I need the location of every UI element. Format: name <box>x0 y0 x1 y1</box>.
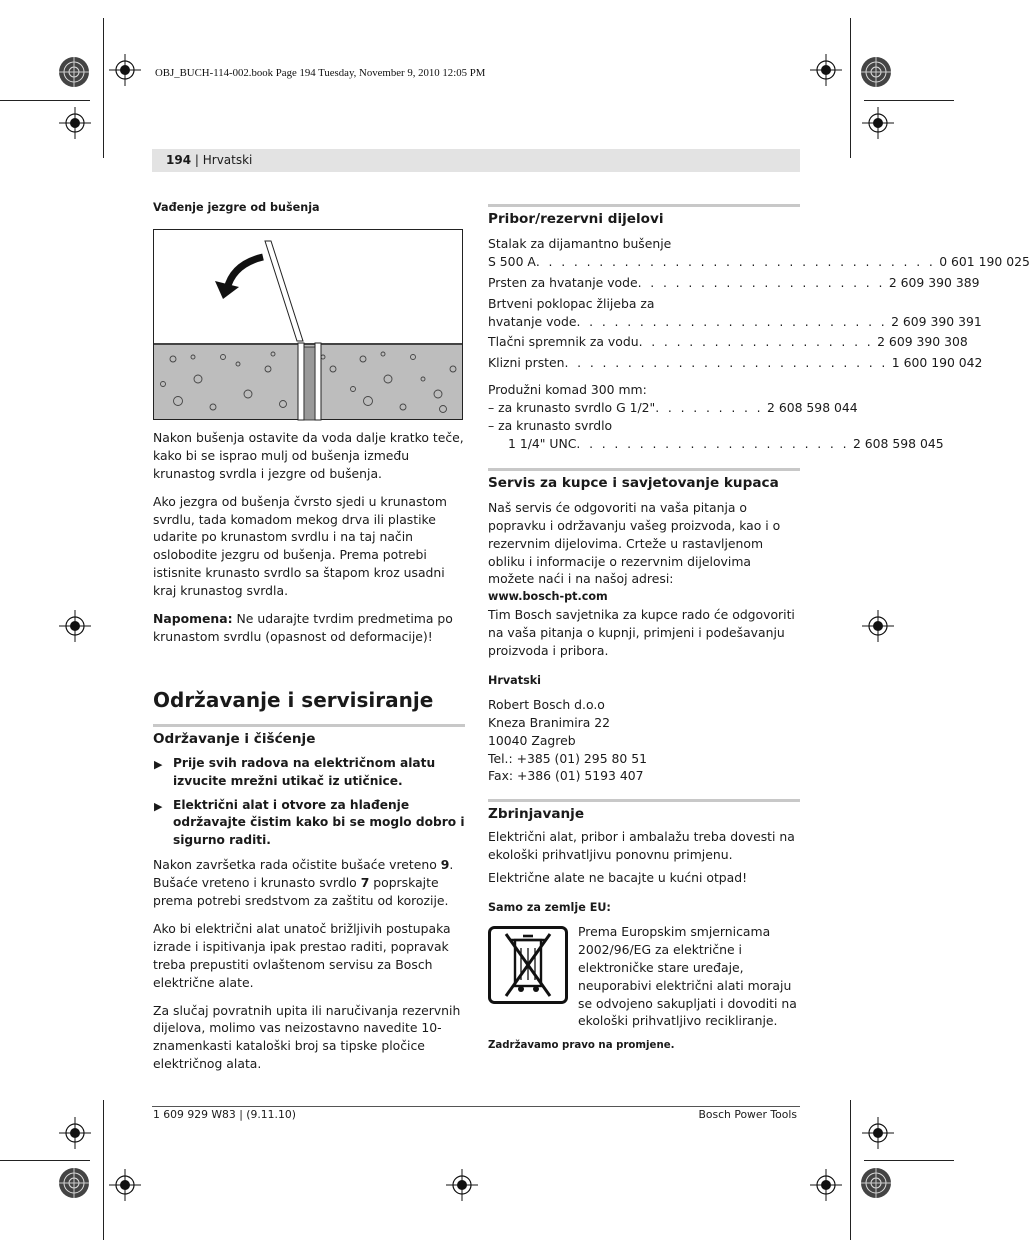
register-target-icon <box>59 107 91 139</box>
left-column <box>153 199 465 1083</box>
register-target-icon <box>446 1169 478 1201</box>
star-target-icon <box>59 1168 89 1198</box>
register-target-icon <box>862 1117 894 1149</box>
star-target-icon <box>59 57 89 87</box>
register-target-icon <box>59 1117 91 1149</box>
main-title: Održavanje i servisiranje <box>153 687 434 712</box>
figure-caption: Vađenje jezgre od bušenja <box>153 201 320 214</box>
paragraph: Nakon bušenja ostavite da voda dalje kratko teče, kako bi se isprao mulj od bušenja između krunastog svrdla i jezgre od bušenja. <box>153 429 464 481</box>
footer-left: 1 609 929 W83 | (9.11.10) <box>153 1108 296 1121</box>
register-target-icon <box>109 54 141 86</box>
reserve-note: Zadržavamo pravo na promjene. <box>488 1039 675 1051</box>
register-target-icon <box>109 1169 141 1201</box>
paragraph: Za slučaj povratnih upita ili naručivanja rezervnih dijelova, molimo vas neizostavno navedite 10-znamenkasti kataloški broj sa tipske pločice električnog alata. <box>153 1002 461 1072</box>
register-target-icon <box>59 610 91 642</box>
service-url[interactable]: www.bosch-pt.com <box>488 590 608 604</box>
disposal-title: Zbrinjavanje <box>488 799 800 824</box>
header-section: Hrvatski <box>202 153 253 167</box>
bullet-item: ▶ Prije svih radova na električnom alatu izvucite mrežni utikač iz utičnice. <box>154 755 436 788</box>
eu-text: Prema Europskim smjernicama 2002/96/EG za električne i elektroničke stare uređaje, neuporabivi električni alati moraju se odvojeno sakupljati i dovoditi na ekološki prihvatljivo recikliranje. <box>578 923 797 1029</box>
part-row: S 500 A . . . . . . . . . . . . . . . . . . . . . . . . . . . . . . . . 0 601 190 025 <box>488 253 1030 269</box>
eu-title: Samo za zemlje EU: <box>488 901 611 914</box>
part-row: – za krunasto svrdlo G 1/2" . . . . . . . . . 2 608 598 044 <box>488 400 858 416</box>
register-target-icon <box>810 1169 842 1201</box>
register-target-icon <box>810 54 842 86</box>
paragraph: Nakon završetka rada očistite bušaće vreteno 9. Bušaće vreteno i krunasto svrdlo 7 poprskajte prema potrebi sredstvom za zaštitu od korozije. <box>153 857 454 909</box>
print-mark: OBJ_BUCH-114-002.book Page 194 Tuesday, November 9, 2010 12:05 PM <box>155 67 486 79</box>
parts-title: Pribor/rezervni dijelovi <box>488 204 800 229</box>
address: Robert Bosch d.o.o Kneza Branimira 22 10040 Zagreb Tel.: +385 (01) 295 80 51 Fax: +386 (01) 5193 407 <box>488 696 647 784</box>
part-row: Tlačni spremnik za vodu . . . . . . . . . . . . . . . . . . . 2 609 390 308 <box>488 334 968 350</box>
part-row: 1 1/4" UNC . . . . . . . . . . . . . . . . . . . . . . 2 608 598 045 <box>508 435 944 451</box>
page-header: 194 | Hrvatski <box>152 149 800 172</box>
crossed-out-bin-icon <box>488 926 568 1004</box>
register-target-icon <box>862 107 894 139</box>
bullet-item: ▶ Električni alat i otvore za hlađenje održavajte čistim kako bi se moglo dobro i sigurno raditi. <box>154 797 465 848</box>
core-removal-figure <box>153 229 464 421</box>
note-label: Napomena: <box>153 611 233 627</box>
note-text: Ne udarajte tvrdim predmetima po krunastom svrdlu (opasnost od deformacije)! <box>153 611 453 644</box>
sub-title: Održavanje i čišćenje <box>153 724 465 749</box>
service-title: Servis za kupce i savjetovanje kupaca <box>488 468 800 493</box>
footer-right: Bosch Power Tools <box>698 1108 797 1121</box>
triangle-right-icon: ▶ <box>154 799 163 813</box>
register-target-icon <box>862 610 894 642</box>
paragraph: Ako bi električni alat unatoč brižljivih postupaka izrade i ispitivanja ipak prestao raditi, popravak treba prepustiti ovlaštenom servisu za Bosch električne alate. <box>153 920 451 990</box>
page-number: 194 <box>166 153 192 167</box>
paragraph: Ako jezgra od bušenja čvrsto sjedi u krunastom svrdlu, tada komadom mekog drva ili plastike udarite po krunastom svrdlu i na taj način oslobodite jezgru od bušenja. Prema potrebi istisnite krunasto svrdlo sa štapom kroz usadni kraj krunastog svrdla. <box>153 493 447 599</box>
part-row: Klizni prsten . . . . . . . . . . . . . . . . . . . . . . . . . . 1 600 190 042 <box>488 355 983 371</box>
triangle-right-icon: ▶ <box>154 757 163 771</box>
footer-rule <box>152 1106 800 1107</box>
right-column: Pribor/rezervni dijelovi Stalak za dijamantno bušenje S 500 A . . . . . . . . . . . . . . . . . . . . . . . . . . . . . . . . 0 601 190 025 Prsten za hvatanje vode . . . . . . . . . . . . . . . . . . . . 2 609 390 389 Brtveni poklopac žlijeba za hvatanje vode . . . . . . . . . . . . . . . . . . . . . . . . . 2 609 390 391 Tlačni spremnik za vodu . . . . . . . . . . . . . . . . . . . 2 609 390 308 Klizni prsten . . . . . . . . . . . . . . . . . . . . . . . . . . 1 600 190 042 Produžni komad 300 mm: – za krunasto svrdlo G 1/2" . . . . . . . . . 2 608 598 044 – za krunasto svrdlo 1 1/4" UNC . . . . . . . . . . . . . . . . . . . . . . 2 608 598 045 Servis za kupce i savjetovanje kupaca Naš servis će odgovoriti na vaša pitanja o popravku i održavanju vašeg proizvoda, kao i o rezervnim dijelovima. Crteže u rastavljenom obliku i informacije o rezervnim dijelovima možete naći i na našoj adresi: www.bosch-pt.com Tim Bosch savjetnika za kupce rado će odgovoriti na vaša pitanja o kupnji, primjeni i podešavanju proizvoda i pribora. Hrvatski Robert Bosch d.o.o Kneza Branimira 22 10040 Zagreb Tel.: +385 (01) 295 80 51 Fax: +386 (01) 5193 407 Zbrinjavanje Električni alat, pribor i ambalažu treba dovesti na ekološki prihvatljivu ponovnu primjenu. Električne alate ne bacajte u kućni otpad! Samo za zemlje EU: Prema Europskim smjernicama 2002/96/EG za električne i elektroničke stare uređaje, neuporabivi električni alati moraju se odvojeno sakupljati i dovoditi na ekološki prihvatljivo recikliranje. Zadržavamo pravo na promjene. <box>488 204 800 1055</box>
star-target-icon <box>861 1168 891 1198</box>
part-row: Prsten za hvatanje vode . . . . . . . . . . . . . . . . . . . . 2 609 390 389 <box>488 274 980 290</box>
star-target-icon <box>861 57 891 87</box>
country-label: Hrvatski <box>488 673 542 687</box>
part-row: hvatanje vode . . . . . . . . . . . . . . . . . . . . . . . . . 2 609 390 391 <box>488 313 982 329</box>
